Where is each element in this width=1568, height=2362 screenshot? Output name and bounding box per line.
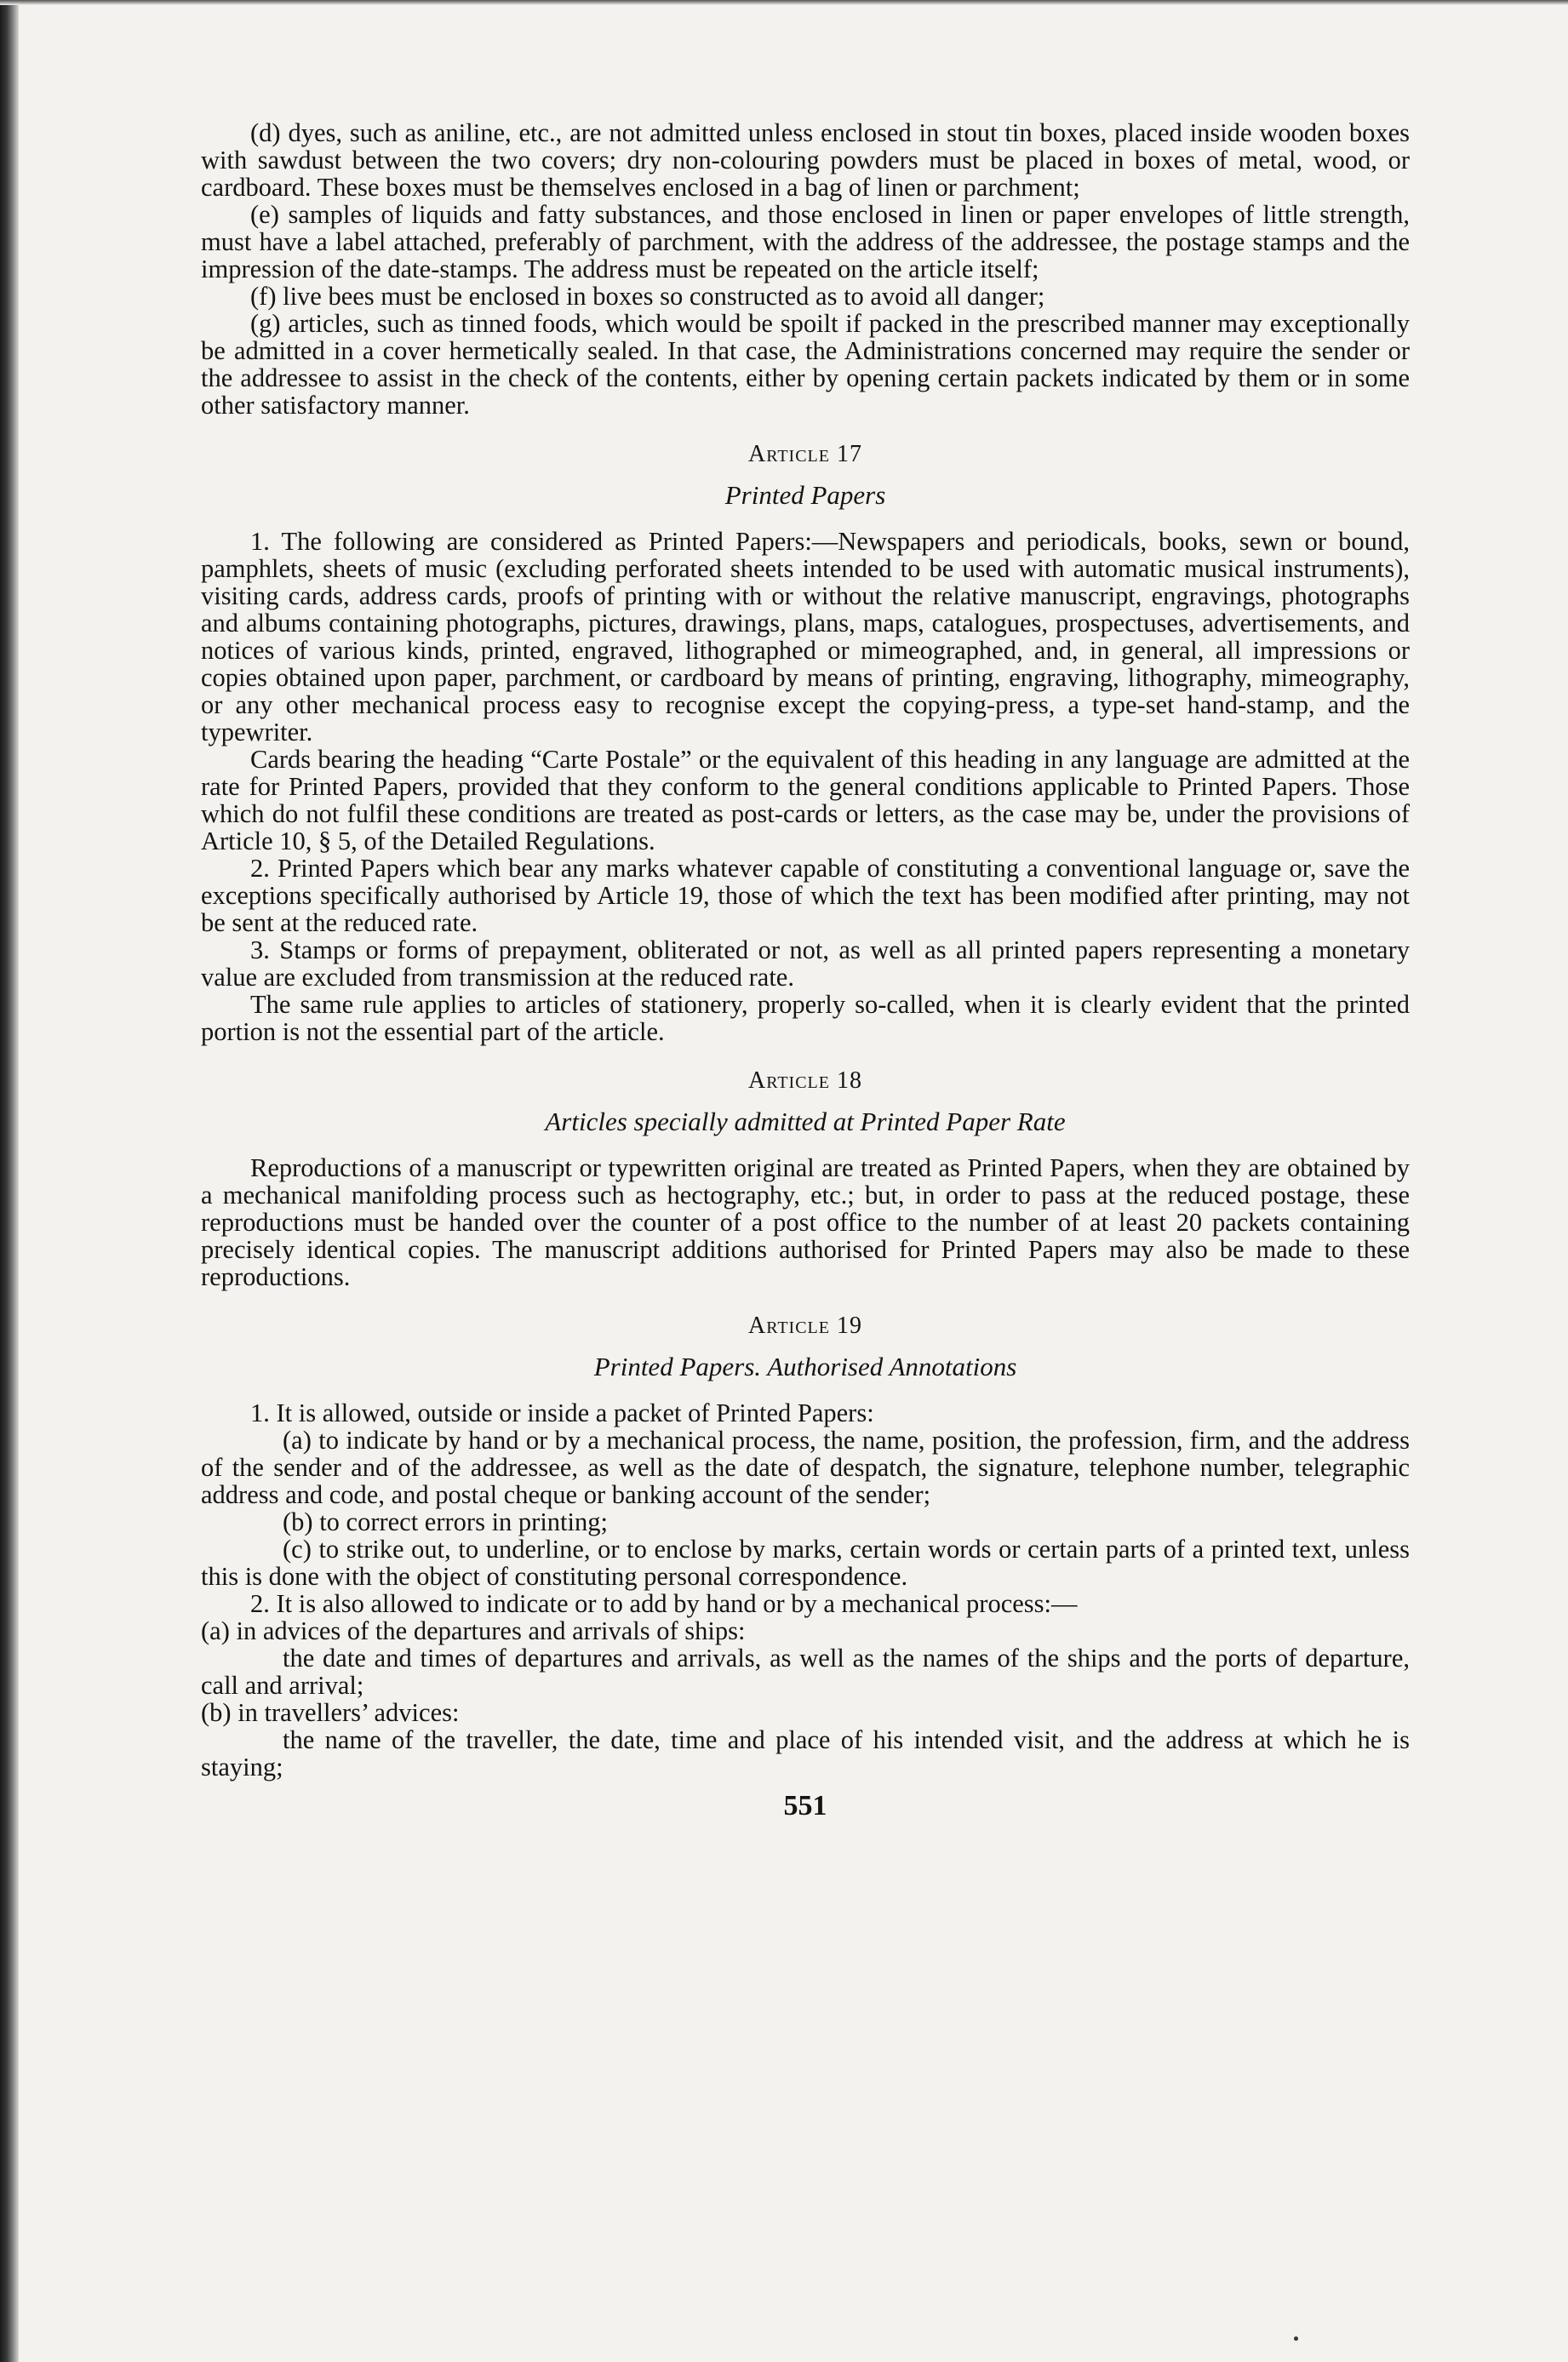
article-19-ships-text: the date and times of departures and arrivals, as well as the names of the ships and the ports of departure, call and arrival;	[201, 1644, 1410, 1700]
article-19-travellers-title: (b) in travellers’ advices:	[201, 1698, 460, 1727]
article-19-item-a: (a) to indicate by hand or by a mechanical process, the name, position, the profession, firm, and the address of the sender and of the addressee, as well as the date of despatch, the signature, telephone number, telegraphic address and code, and postal cheque or banking account of the sender;	[201, 1426, 1410, 1509]
item-g-tinned-foods: (g) articles, such as tinned foods, which would be spoilt if packed in the prescribed manner may exceptionally be admitted in a cover hermetically sealed. In that case, the Administrations concerned may require the sender or the addressee to assist in the check of the contents, either by opening certain packets indicated by them or in some other satisfactory manner.	[201, 309, 1410, 420]
page-number: 551	[783, 1790, 827, 1822]
article-18-para-1: Reproductions of a manuscript or typewritten original are treated as Printed Papers, when they are obtained by a mechanical manifolding process such as hectography, etc.; but, in order to pass at the reduced postage, these reproductions must be handed over the counter of a post office to the number of at least 20 packets containing precisely identical copies. The manuscript additions authorised for Printed Papers may also be made to these reproductions.	[201, 1153, 1410, 1291]
article-19-item-b: (b) to correct errors in printing;	[283, 1507, 608, 1536]
item-e-liquids: (e) samples of liquids and fatty substances, and those enclosed in linen or paper envelopes of little strength, must have a label attached, preferably of parchment, with the address of the addressee, the postage stamps and the impression of the date-stamps. The address must be repeated on the article itself;	[201, 200, 1410, 283]
book-binding-edge	[0, 0, 19, 2362]
article-19-para-2: 2. It is also allowed to indicate or to add by hand or by a mechanical process:—	[250, 1589, 1078, 1618]
article-18-label: Article 18	[747, 1067, 862, 1094]
article-19-heading: Printed Papers. Authorised Annotations	[593, 1352, 1017, 1381]
article-19-travellers-text: the name of the traveller, the date, time and place of his intended visit, and the address at which he is staying;	[201, 1725, 1410, 1782]
article-17-label: Article 17	[747, 441, 862, 467]
article-19-ships-title: (a) in advices of the departures and arrivals of ships:	[201, 1616, 746, 1645]
article-19-label: Article 19	[747, 1313, 862, 1339]
article-17-para-1: 1. The following are considered as Printed Papers:—Newspapers and periodicals, books, sewn or bound, pamphlets, sheets of music (excluding perforated sheets intended to be used with automatic musical instruments), visiting cards, address cards, proofs of printing with or without the relative manuscript, engravings, photographs and albums containing photographs, pictures, drawings, plans, maps, catalogues, prospectuses, advertisements, and notices of various kinds, printed, engraved, lithographed or mimeographed, and, in general, all impressions or copies obtained upon paper, parchment, or cardboard by means of printing, engraving, lithography, mimeography, or any other mechanical process easy to recognise except the copying-press, a type-set hand-stamp, and the typewriter.	[201, 527, 1410, 746]
article-17-para-stationery: The same rule applies to articles of stationery, properly so-called, when it is clearly evident that the printed portion is not the essential part of the article.	[201, 990, 1410, 1046]
article-19-item-c: (c) to strike out, to underline, or to enclose by marks, certain words or certain parts of a printed text, unless this is done with the object of constituting personal correspondence.	[201, 1535, 1410, 1591]
article-17-para-2: 2. Printed Papers which bear any marks whatever capable of constituting a conventional language or, save the exceptions specifically authorised by Article 19, those of which the text has been modified after printing, may not be sent at the reduced rate.	[201, 854, 1410, 937]
specks	[1294, 2336, 1298, 2341]
document-page	[201, 119, 1410, 1820]
article-17-heading: Printed Papers	[724, 480, 886, 510]
page-top-edge	[0, 0, 1568, 5]
article-18-heading: Articles specially admitted at Printed Paper Rate	[545, 1107, 1066, 1136]
item-f-live-bees: (f) live bees must be enclosed in boxes so constructed as to avoid all danger;	[250, 282, 1045, 311]
article-17-para-3: 3. Stamps or forms of prepayment, obliterated or not, as well as all printed papers representing a monetary value are excluded from transmission at the reduced rate.	[201, 935, 1410, 992]
article-19-para-1: 1. It is allowed, outside or inside a packet of Printed Papers:	[250, 1398, 874, 1427]
article-17-para-cards: Cards bearing the heading “Carte Postale” or the equivalent of this heading in any language are admitted at the rate for Printed Papers, provided that they conform to the general conditions applicable to Printed Papers. Those which do not fulfil these conditions are treated as post-cards or letters, as the case may be, under the provisions of Article 10, § 5, of the Detailed Regulations.	[201, 745, 1410, 855]
item-d-dyes: (d) dyes, such as aniline, etc., are not admitted unless enclosed in stout tin boxes, placed inside wooden boxes with sawdust between the two covers; dry non-colouring powders must be placed in boxes of metal, wood, or cardboard. These boxes must be themselves enclosed in a bag of linen or parchment;	[201, 118, 1410, 202]
